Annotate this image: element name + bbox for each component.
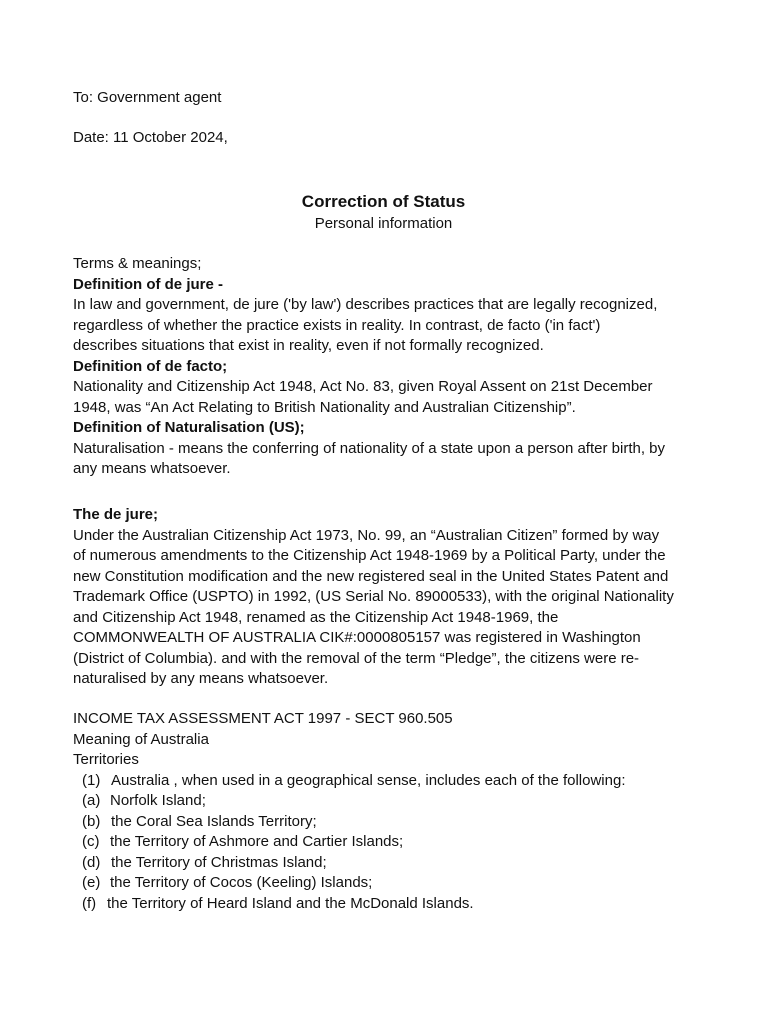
list-item — [73, 853, 713, 874]
list-item — [73, 771, 713, 792]
list-item-number: (f) — [82, 894, 97, 912]
list-item-text: the Territory of Christmas Island; — [111, 853, 327, 871]
list-item-number: (1) — [82, 771, 101, 789]
dejure-section-line: COMMONWEALTH OF AUSTRALIA CIK#:0000805157 was registered in Washington — [73, 629, 641, 646]
list-item — [73, 791, 713, 812]
tax-act-meaning: Meaning of Australia — [73, 730, 209, 748]
list-item-number: (e) — [82, 874, 101, 891]
dejure-definition-line: regardless of whether the practice exists in reality. In contrast, de facto ('in fact') — [73, 316, 601, 334]
terms-section — [73, 254, 713, 480]
list-item-number: (b) — [82, 812, 101, 830]
list-item — [73, 812, 713, 833]
naturalisation-definition-heading: Definition of Naturalisation (US); — [73, 419, 305, 436]
list-item-number: (a) — [82, 792, 101, 809]
list-item-text: the Coral Sea Islands Territory; — [111, 812, 317, 830]
list-item — [73, 832, 713, 853]
dejure-section-line: and Citizenship Act 1948, renamed as the Citizenship Act 1948-1969, the — [73, 608, 559, 626]
list-item-number: (d) — [82, 853, 101, 871]
dejure-definition-line: In law and government, de jure ('by law') describes practices that are legally recognized, — [73, 296, 658, 313]
list-item-text: the Territory of Cocos (Keeling) Islands; — [110, 874, 373, 891]
defacto-definition-heading: Definition of de facto; — [73, 357, 228, 375]
tax-act-heading: INCOME TAX ASSESSMENT ACT 1997 - SECT 960.505 — [73, 710, 453, 727]
title-block — [73, 191, 694, 235]
dejure-section-line: of numerous amendments to the Citizenship Act 1948-1969 by a Political Party, under the — [73, 547, 666, 564]
dejure-definition-heading: Definition of de jure - — [73, 275, 223, 293]
document-subtitle: Personal information — [314, 215, 453, 232]
list-item-text: the Territory of Heard Island and the McDonald Islands. — [107, 894, 474, 912]
defacto-definition-line: 1948, was “An Act Relating to British Nationality and Australian Citizenship”. — [73, 398, 576, 416]
tax-act-territories: Territories — [73, 751, 139, 768]
recipient-line: To: Government agent — [73, 89, 222, 106]
document-title: Correction of Status — [301, 192, 466, 211]
dejure-section-line: naturalised by any means whatsoever. — [73, 670, 329, 687]
dejure-section — [73, 505, 713, 690]
list-item — [73, 894, 713, 915]
defacto-definition-line: Nationality and Citizenship Act 1948, Act No. 83, given Royal Assent on 21st December — [73, 378, 653, 395]
dejure-section-line: (District of Columbia). and with the removal of the term “Pledge”, the citizens were re- — [73, 649, 640, 667]
dejure-section-line: new Constitution modification and the new registered seal in the United States Patent and — [73, 567, 669, 585]
terms-intro: Terms & meanings; — [73, 255, 202, 272]
list-item-text: Norfolk Island; — [110, 792, 206, 809]
list-item — [73, 873, 713, 894]
list-item-number: (c) — [82, 833, 100, 850]
naturalisation-definition-line: any means whatsoever. — [73, 460, 231, 477]
naturalisation-definition-line: Naturalisation - means the conferring of nationality of a state upon a person after birth, by — [73, 439, 666, 457]
list-item-text: the Territory of Ashmore and Cartier Islands; — [110, 833, 404, 850]
dejure-definition-line: describes situations that exist in reality, even if not formally recognized. — [73, 337, 544, 354]
dejure-section-line: Trademark Office (USPTO) in 1992, (US Serial No. 89000533), with the original Nationality — [73, 588, 674, 605]
date-line: Date: 11 October 2024, — [73, 129, 228, 146]
dejure-section-line: Under the Australian Citizenship Act 1973, No. 99, an “Australian Citizen” formed by way — [73, 526, 660, 544]
tax-section — [73, 709, 713, 914]
list-item-text: Australia , when used in a geographical sense, includes each of the following: — [111, 771, 626, 789]
dejure-section-heading: The de jure; — [73, 506, 159, 523]
